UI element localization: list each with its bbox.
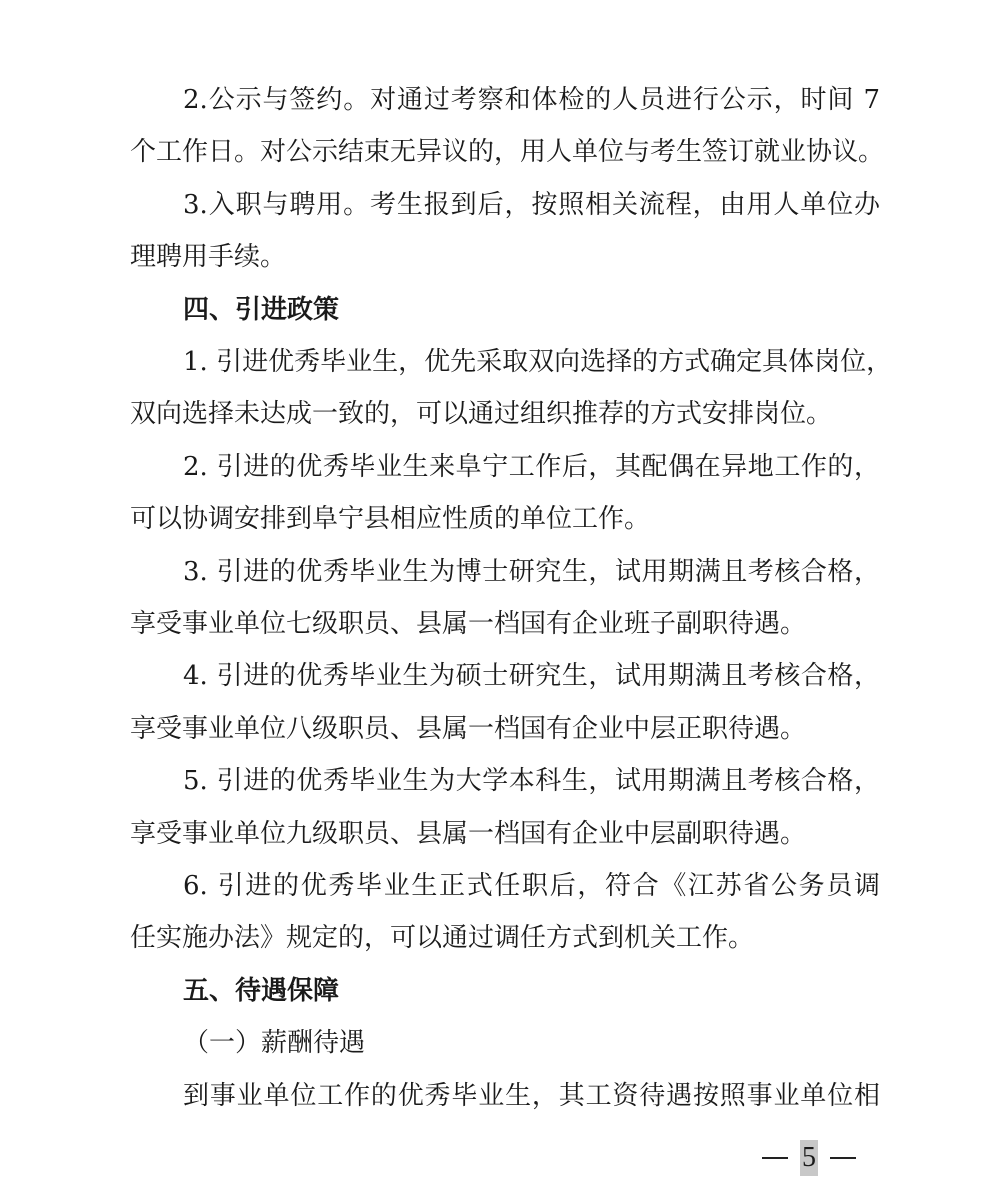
text-line: 任实施办法》规定的，可以通过调任方式到机关工作。 (130, 923, 755, 954)
text-line: 个工作日。对公示结束无异议的，用人单位与考生签订就业协议。 (130, 137, 885, 168)
text-line: 3.入职与聘用。考生报到后，按照相关流程，由用人单位办 (183, 189, 880, 220)
text-line: 享受事业单位九级职员、县属一档国有企业中层副职待遇。 (130, 818, 807, 849)
text-line: 理聘用手续。 (130, 242, 287, 273)
text-line: 5. 引进的优秀毕业生为大学本科生，试用期满且考核合格， (183, 766, 880, 797)
text-line: 到事业单位工作的优秀毕业生，其工资待遇按照事业单位相 (183, 1080, 880, 1111)
text-line: 3. 引进的优秀毕业生为博士研究生，试用期满且考核合格， (183, 556, 880, 587)
text-line: 6. 引进的优秀毕业生正式任职后，符合《江苏省公务员调 (183, 871, 880, 901)
section-heading: 四、引进政策 (183, 294, 340, 325)
text-line: （一）薪酬待遇 (183, 1028, 366, 1059)
text-line: 双向选择未达成一致的，可以通过组织推荐的方式安排岗位。 (130, 399, 833, 430)
page-number-footer (762, 1140, 856, 1176)
text-line: 1. 引进优秀毕业生，优先采取双向选择的方式确定具体岗位， (183, 347, 893, 377)
text-line: 享受事业单位八级职员、县属一档国有企业中层正职待遇。 (130, 713, 807, 744)
text-line: 2. 引进的优秀毕业生来阜宁工作后，其配偶在异地工作的， (183, 451, 880, 482)
dash-right (830, 1157, 856, 1159)
section-heading: 五、待遇保障 (183, 975, 340, 1006)
page-number: 5 (800, 1140, 818, 1176)
text-line: 2.公示与签约。对通过考察和体检的人员进行公示，时间 7 (183, 85, 880, 115)
dash-left (762, 1157, 788, 1159)
text-line: 4. 引进的优秀毕业生为硕士研究生，试用期满且考核合格， (183, 661, 880, 692)
text-line: 享受事业单位七级职员、县属一档国有企业班子副职待遇。 (130, 609, 807, 639)
text-line: 可以协调安排到阜宁县相应性质的单位工作。 (130, 504, 651, 535)
